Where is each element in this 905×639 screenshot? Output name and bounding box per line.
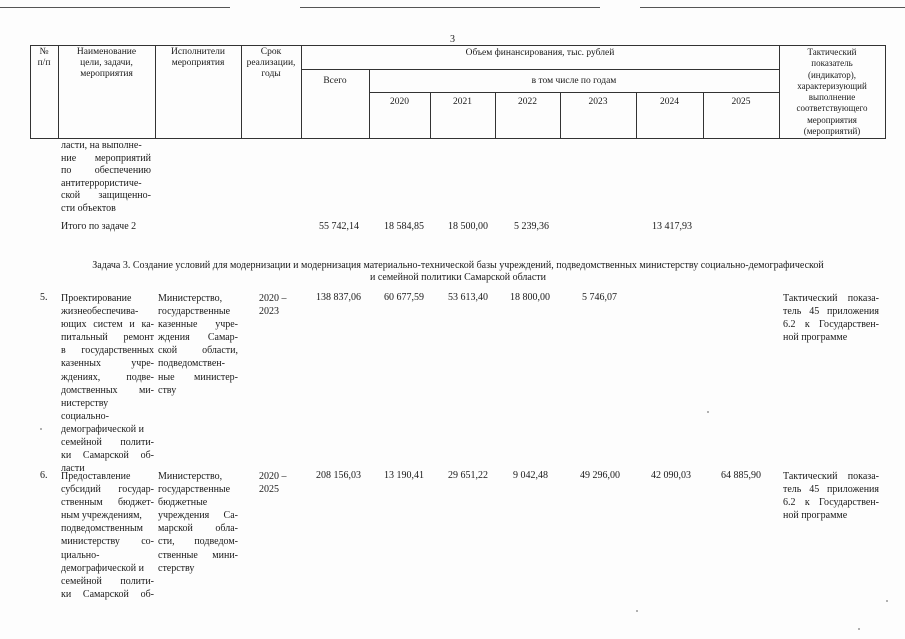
scan-edge-line (640, 7, 905, 8)
subtotal-label: Итого по задаче 2 (61, 221, 137, 232)
row-indicator: Тактический показа- тель 45 приложения 6.2 к Государствен- ной программе (783, 471, 879, 522)
scan-edge-line (0, 7, 230, 8)
scan-speck (40, 428, 42, 430)
subtotal-2021: 18 500,00 (448, 221, 488, 232)
row-2023: 49 296,00 (580, 470, 620, 481)
subtotal-2020: 18 584,85 (384, 221, 424, 232)
row-2023: 5 746,07 (582, 292, 617, 303)
header-indicator: Тактический показатель (индикатор), характеризующий выполнение соответствующего мероприятия (мероприятий) (796, 47, 868, 137)
header-by-years: в том числе по годам (531, 76, 617, 86)
row-executors: Министерство, государственные казенные учре- ждения Самар- ской области, подведомствен- ные министер- ству (158, 293, 238, 396)
header-year-2022: 2022 (518, 97, 537, 107)
row-name: Проектирование жизнеобеспечива- ющих систем и ка- питальный ремонт в государственных казенных учре- ждениях, подве- домственных ми- нистерству социально- демографической и семейной полити- ки Самарской об- ласти (61, 293, 154, 475)
header-name: Наименование цели, задачи, мероприятия (76, 47, 137, 79)
header-year-2021: 2021 (453, 97, 472, 107)
row-2020: 13 190,41 (384, 470, 424, 481)
subtotal-2022: 5 239,36 (514, 221, 549, 232)
header-term: Срок реализации, годы (246, 47, 296, 79)
header-year-2020: 2020 (390, 97, 409, 107)
row-2021: 53 613,40 (448, 292, 488, 303)
row-2022: 18 800,00 (510, 292, 550, 303)
header-year-2025: 2025 (731, 97, 751, 107)
header-num: № п/п (37, 47, 51, 68)
scan-speck (858, 628, 860, 630)
row-total: 208 156,03 (316, 470, 361, 481)
scan-speck (886, 600, 888, 602)
subtotal-total: 55 742,14 (319, 221, 359, 232)
row-term: 2020 – 2025 (259, 471, 287, 495)
row-term: 2020 – 2023 (259, 293, 287, 317)
header-funding: Объем финансирования, тыс. рублей (465, 48, 615, 58)
row-2022: 9 042,48 (513, 470, 548, 481)
scan-speck (636, 610, 638, 612)
row-total: 138 837,06 (316, 292, 361, 303)
scan-edge-line (300, 7, 600, 8)
header-executors: Исполнители мероприятия (171, 47, 225, 68)
header-total: Всего (323, 76, 347, 86)
header-year-2024: 2024 (660, 97, 679, 107)
row-indicator: Тактический показа- тель 45 приложения 6.2 к Государствен- ной программе (783, 293, 879, 344)
continuation-text: ласти, на выполне- ние мероприятий по обеспечению антитеррористиче- ской защищенно- сти объектов (61, 140, 151, 214)
row-2024: 42 090,03 (651, 470, 691, 481)
scan-speck (707, 411, 709, 413)
header-year-2023: 2023 (588, 97, 608, 107)
row-number: 5. (40, 292, 48, 303)
row-2025: 64 885,90 (721, 470, 761, 481)
row-name: Предоставление субсидий государ- ственным бюджет- ным учреждениям, подведомственным министерству со- циально- демографической и семейной полити- ки Самарской об- (61, 471, 154, 600)
row-number: 6. (40, 470, 48, 481)
task3-heading: Задача 3. Создание условий для модернизации и модернизация материально-технической базы учреждений, подведомственных министерству социально-демографической и семейной политики Самарской области (92, 260, 824, 283)
row-executors: Министерство, государственные бюджетные учреждения Са- марской обла- сти, подведом- ственные мини- стерству (158, 471, 238, 574)
row-2020: 60 677,59 (384, 292, 424, 303)
subtotal-2024: 13 417,93 (652, 221, 692, 232)
page-number: 3 (450, 34, 455, 45)
row-2021: 29 651,22 (448, 470, 488, 481)
